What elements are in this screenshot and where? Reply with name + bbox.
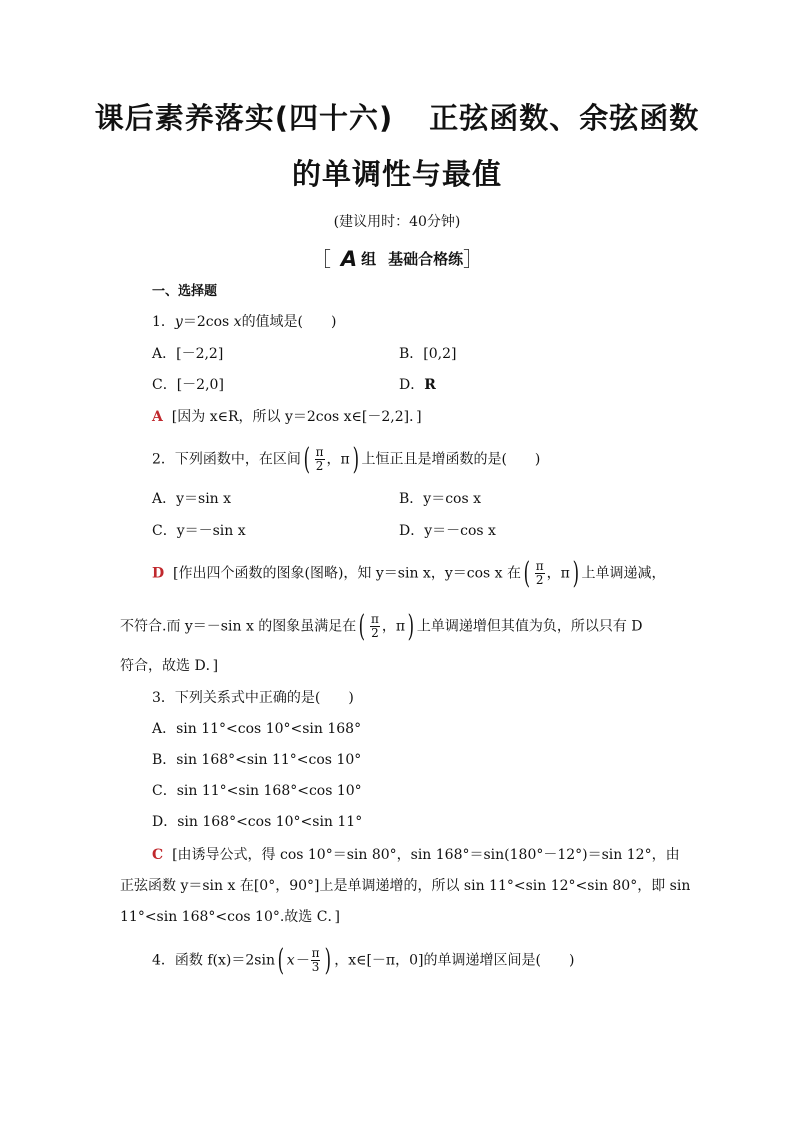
q3-option-d: D．sin 168°<cos 10°<sin 11° <box>152 814 363 830</box>
q2-option-c: C．y＝－sin x <box>152 523 246 539</box>
q1-option-c: C．[－2,0] <box>152 377 224 393</box>
q2-answer-end: 符合，故选 D．] <box>120 658 219 674</box>
question-2: 2．下列函数中，在区间( $\frac{\pi}{2}$ ，π) 上恒正且是增函数的是( ) <box>152 441 541 477</box>
question-3: 3．下列关系式中正确的是( ) <box>152 690 354 706</box>
page-title-line2: 的单调性与最值 <box>291 157 502 191</box>
q2-option-d: D．y＝－cos x <box>399 523 496 539</box>
q3-answer: C [由诱导公式，得 cos 10°＝sin 80°，sin 168°＝sin(180°－12°)＝sin 12°，由 <box>152 847 680 863</box>
q1-option-b: B．[0,2] <box>399 346 457 362</box>
q1-answer: A [因为 x∈R，所以 y＝2cos x∈[－2,2]．] <box>152 409 422 425</box>
q3-option-a: A．sin 11°<cos 10°<sin 168° <box>152 721 362 737</box>
q1-option-d: D．R <box>399 377 436 393</box>
q3-option-b: B．sin 168°<sin 11°<cos 10° <box>152 752 362 768</box>
question-4: 4．函数 f(x)＝2sin( x－ $\frac{\pi}{3}$ ) ，x∈[－π，0]的单调递增区间是( ) <box>152 942 575 978</box>
page-title: 课后素养落实(四十六) 正弦函数、余弦函数 <box>94 101 700 135</box>
q3-answer-cont: 正弦函数 y＝sin x 在[0°，90°]上是单调递增的，所以 sin 11°<sin 12°<sin 80°，即 sin <box>120 878 691 894</box>
section-heading: 一、选择题 <box>152 284 218 299</box>
q2-option-a: A．y＝sin x <box>152 491 232 507</box>
group-header: ［ A 组 基础合格练］ <box>310 247 484 271</box>
time-suggestion: (建议用时：40分钟) <box>333 214 461 230</box>
q1-option-a: A．[－2,2] <box>152 346 224 362</box>
q3-answer-end: 11°<sin 168°<cos 10°.故选 C．] <box>120 909 340 925</box>
question-1: 1．y＝2cos x的值域是( ) <box>152 314 337 330</box>
q2-answer: D [作出四个函数的图象(图略)，知 y＝sin x，y＝cos x 在( $\frac{\pi}{2}$ ，π) 上单调递减， <box>152 555 666 591</box>
q3-option-c: C．sin 11°<sin 168°<cos 10° <box>152 783 362 799</box>
q2-option-b: B．y＝cos x <box>399 491 481 507</box>
q2-answer-cont: 不符合.而 y＝－sin x 的图象虽满足在( $\frac{\pi}{2}$ ，π) 上单调递增但其值为负，所以只有 D <box>120 608 643 644</box>
